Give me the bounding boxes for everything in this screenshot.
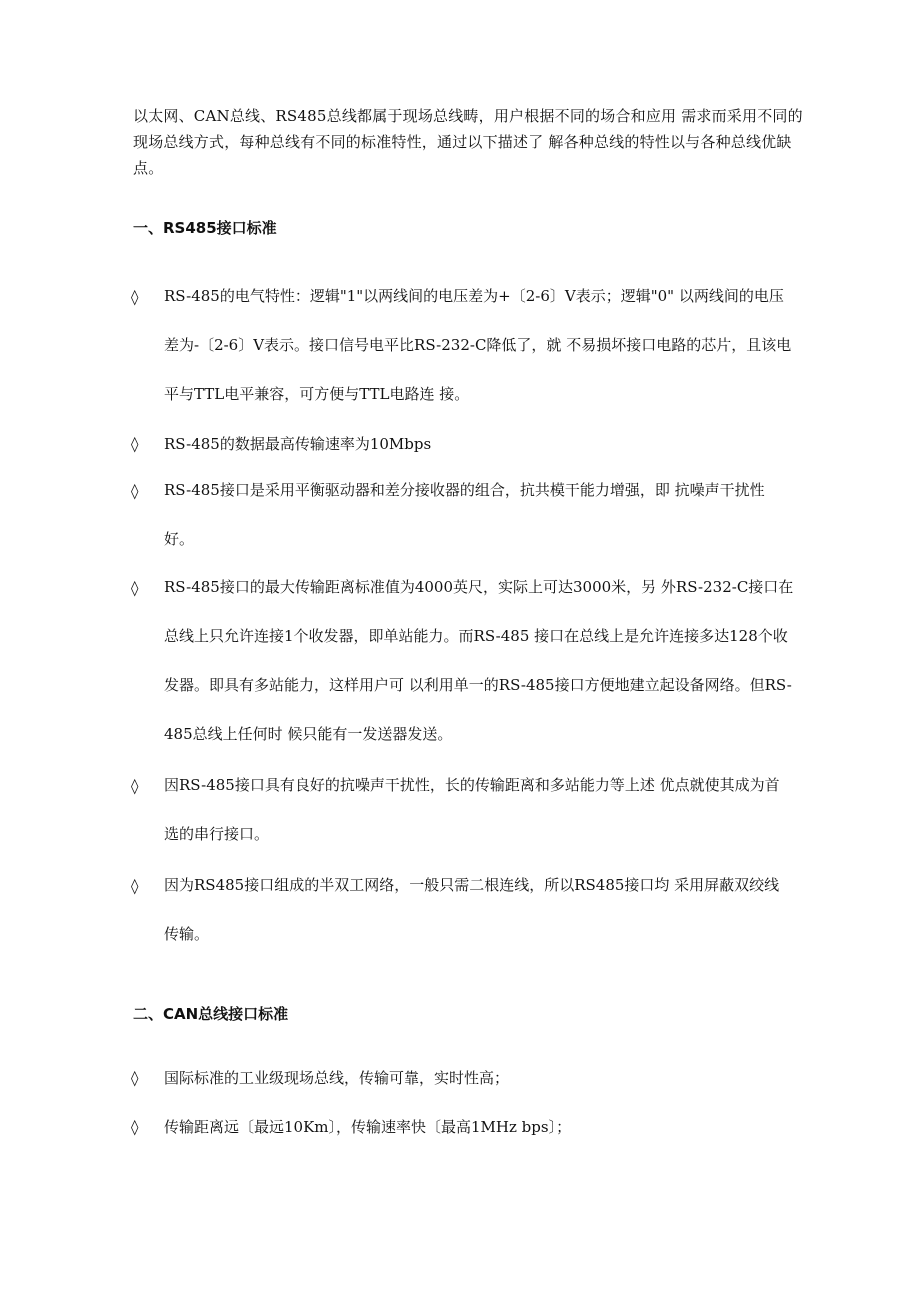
diamond-bullet-icon: ◊ [131,877,139,895]
diamond-bullet-icon: ◊ [131,1118,139,1136]
diamond-bullet-icon: ◊ [131,579,139,597]
bullet-text: 国际标准的工业级现场总线，传输可靠，实时性高； [164,1069,510,1087]
bullet-text: 传输距离远〔最远10Km〕，传输速率快〔最高1MHz bps〕； [164,1118,572,1136]
diamond-bullet-icon: ◊ [131,1069,139,1087]
bullet-text: RS-485的电气特性：逻辑"1"以两线间的电压差为+〔2-6〕V表示；逻辑"0" 以两线间的电压差为-〔2-6〕V表示。接口信号电平比RS-232-C降低了，就 不易损坏接口电路的芯片，且该电平与TTL电平兼容，可方便与TTL电路连 接。 [164,287,792,403]
diamond-bullet-icon: ◊ [131,777,139,795]
section-heading-rs485: 一、RS485接口标准 [133,219,277,237]
intro-paragraph: 以太网、CAN总线、RS485总线都属于现场总线畴，用户根据不同的场合和应用 需求而采用不同的现场总线方式，每种总线有不同的标准特性，通过以下描述了 解各种总线的特性以与各种总线优缺点。 [133,107,803,177]
section-heading-can: 二、CAN总线接口标准 [133,1005,289,1023]
diamond-bullet-icon: ◊ [131,288,139,306]
bullet-text: RS-485的数据最高传输速率为10Mbps [164,435,432,453]
bullet-text: 因为RS485接口组成的半双工网络，一般只需二根连线，所以RS485接口均 采用屏蔽双绞线传输。 [164,876,780,943]
bullet-text: RS-485接口是采用平衡驱动器和差分接收器的组合，抗共模干能力增强，即 抗噪声干扰性好。 [164,481,765,548]
diamond-bullet-icon: ◊ [131,435,139,453]
bullet-text: RS-485接口的最大传输距离标准值为4000英尺，实际上可达3000米，另 外RS-232-C接口在总线上只允许连接1个收发器，即单站能力。而RS-485 接口在总线上是允许连接多达128个收发器。即具有多站能力，这样用户可 以利用单一的RS-485接口方便地建立起设备网络。但RS-485总线上任何时 候只能有一发送器发送。 [164,578,794,743]
diamond-bullet-icon: ◊ [131,482,139,500]
bullet-text: 因RS-485接口具有良好的抗噪声干扰性，长的传输距离和多站能力等上述 优点就使其成为首选的串行接口。 [164,776,780,843]
